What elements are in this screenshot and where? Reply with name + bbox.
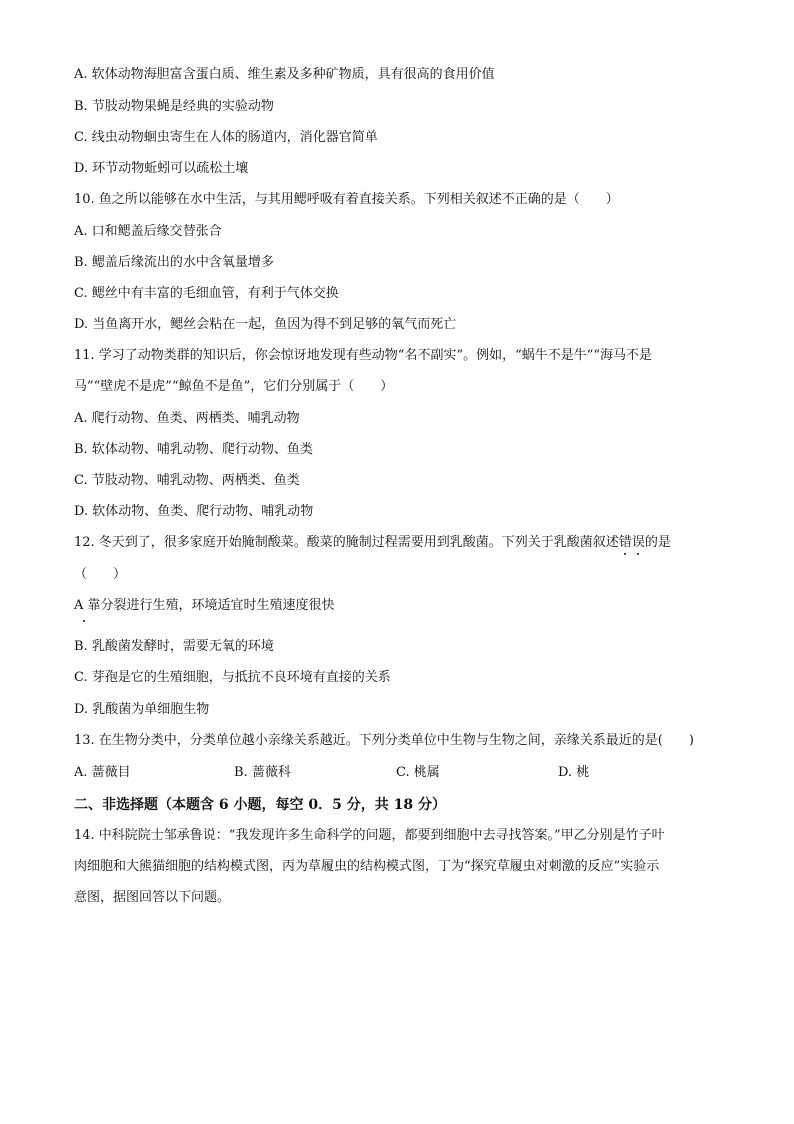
- q11-option-b: B. 软体动物、哺乳动物、爬行动物、鱼类: [74, 442, 313, 457]
- q11-option-c: C. 节肢动物、哺乳动物、两栖类、鱼类: [74, 473, 300, 488]
- q12-stem-line2: （ ）: [74, 567, 127, 582]
- q9-option-b: B. 节肢动物果蝇是经典的实验动物: [74, 99, 274, 114]
- q12-emphasis-char-2: 误: [631, 535, 645, 550]
- q12-option-a-dot: [83, 620, 85, 622]
- q12-option-a: A 靠分裂进行生殖，环境适宜时生殖速度很快: [74, 598, 335, 613]
- q9-option-c: C. 线虫动物蛔虫寄生在人体的肠道内，消化器官简单: [74, 130, 378, 145]
- q12-stem-tail: 的是: [644, 535, 671, 550]
- q11-option-a: A. 爬行动物、鱼类、两栖类、哺乳动物: [74, 411, 300, 426]
- q11-stem-line1: 11. 学习了动物类群的知识后，你会惊讶地发现有些动物“名不副实”。例如，“蜗牛不是牛”“海马不是: [74, 348, 653, 363]
- section-title: 二、非选择题（本题含 6 小题，每空 0．5 分，共 18 分）: [74, 797, 446, 813]
- q12-option-d: D. 乳酸菌为单细胞生物: [74, 702, 210, 717]
- q12-emphasis-char-1: 错: [618, 535, 632, 550]
- q10-option-d: D. 当鱼离开水，鳃丝会粘在一起，鱼因为得不到足够的氧气而死亡: [74, 317, 457, 332]
- q9-option-d: D. 环节动物蚯蚓可以疏松土壤: [74, 161, 249, 176]
- q9-option-a: A. 软体动物海胆富含蛋白质、维生素及多种矿物质，具有很高的食用价值: [74, 67, 495, 82]
- q10-option-c: C. 鳃丝中有丰富的毛细血管，有利于气体交换: [74, 286, 339, 301]
- q10-option-b: B. 鳃盖后缘流出的水中含氧量增多: [74, 255, 274, 270]
- q12-stem-text: 12. 冬天到了，很多家庭开始腌制酸菜。酸菜的腌制过程需要用到乳酸菌。下列关于乳酸菌叙述: [74, 535, 619, 550]
- q12-option-c: C. 芽孢是它的生殖细胞，与抵抗不良环境有直接的关系: [74, 670, 391, 685]
- q13-option-c: C. 桃属: [396, 765, 440, 780]
- q13-option-b: B. 蔷薇科: [234, 765, 291, 780]
- q10-stem: 10. 鱼之所以能够在水中生活，与其用鳃呼吸有着直接关系。下列相关叙述不正确的是（ ）: [74, 192, 619, 207]
- q12-stem-line1: [74, 534, 671, 552]
- q12-option-b: B. 乳酸菌发酵时，需要无氧的环境: [74, 639, 274, 654]
- q14-stem-line3: 意图，据图回答以下问题。: [74, 890, 231, 905]
- q13-stem: 13. 在生物分类中，分类单位越小亲缘关系越近。下列分类单位中生物与生物之间，亲缘关系最近的是( ): [74, 733, 694, 748]
- q11-option-d: D. 软体动物、鱼类、爬行动物、哺乳动物: [74, 504, 314, 519]
- q14-stem-line1: 14. 中科院院士邹承鲁说：“我发现许多生命科学的问题，都要到细胞中去寻找答案。”甲乙分别是竹子叶: [74, 828, 665, 843]
- q13-option-a: A. 蔷薇目: [74, 765, 131, 780]
- q14-stem-line2: 肉细胞和大熊猫细胞的结构模式图，丙为草履虫的结构模式图，丁为“探究草履虫对刺激的反应”实验示: [74, 859, 660, 874]
- q13-option-d: D. 桃: [558, 765, 590, 780]
- q11-stem-line2: 马”“壁虎不是虎”“鲸鱼不是鱼”，它们分别属于（ ）: [74, 379, 394, 394]
- q10-option-a: A. 口和鳃盖后缘交替张合: [74, 224, 222, 239]
